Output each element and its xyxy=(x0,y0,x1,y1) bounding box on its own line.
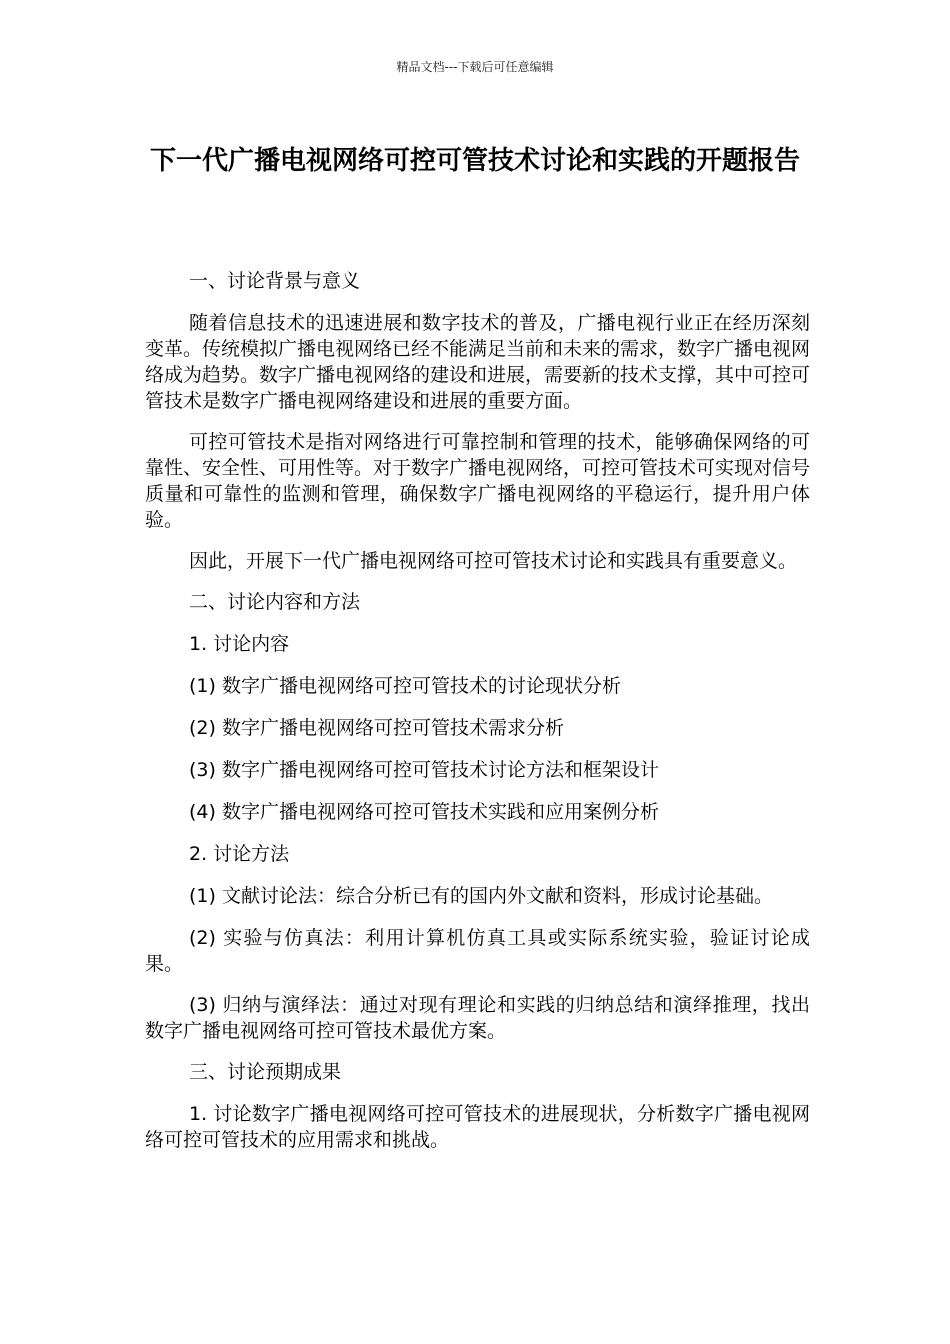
list-item-content-3: (3) 数字广播电视网络可控可管技术讨论方法和框架设计 xyxy=(189,759,659,781)
list-item-method-2: (2) 实验与仿真法：利用计算机仿真工具或实际系统实验，验证讨论成果。 xyxy=(145,927,810,975)
subheading-content: 1. 讨论内容 xyxy=(189,633,290,655)
header-note: 精品文档---下载后可任意编辑 xyxy=(396,60,554,74)
list-item-content-4: (4) 数字广播电视网络可控可管技术实践和应用案例分析 xyxy=(189,801,659,823)
document-body xyxy=(145,268,810,1168)
list-item-method-1: (1) 文献讨论法：综合分析已有的国内外文献和资料，形成讨论基础。 xyxy=(189,885,773,907)
section-heading-content-method: 二、讨论内容和方法 xyxy=(189,591,361,613)
paragraph-outcome-1: 1. 讨论数字广播电视网络可控可管技术的进展现状，分析数字广播电视网络可控可管技术的应用需求和挑战。 xyxy=(145,1103,810,1151)
paragraph-background-1: 随着信息技术的迅速进展和数字技术的普及，广播电视行业正在经历深刻变革。传统模拟广播电视网络已经不能满足当前和未来的需求，数字广播电视网络成为趋势。数字广播电视网络的建设和进展，需要新的技术支撑，其中可控可管技术是数字广播电视网络建设和进展的重要方面。 xyxy=(145,312,811,412)
paragraph-background-3: 因此，开展下一代广播电视网络可控可管技术讨论和实践具有重要意义。 xyxy=(189,550,798,572)
list-item-method-3: (3) 归纳与演绎法：通过对现有理论和实践的归纳总结和演绎推理，找出数字广播电视网络可控可管技术最优方案。 xyxy=(145,994,810,1042)
section-heading-background: 一、讨论背景与意义 xyxy=(189,270,361,292)
section-heading-outcomes: 三、讨论预期成果 xyxy=(189,1061,342,1083)
list-item-content-1: (1) 数字广播电视网络可控可管技术的讨论现状分析 xyxy=(189,675,621,697)
subheading-method: 2. 讨论方法 xyxy=(189,843,290,865)
document-title: 下一代广播电视网络可控可管技术讨论和实践的开题报告 xyxy=(149,146,800,176)
paragraph-background-2: 可控可管技术是指对网络进行可靠控制和管理的技术，能够确保网络的可靠性、安全性、可用性等。对于数字广播电视网络，可控可管技术可实现对信号质量和可靠性的监测和管理，确保数字广播电视网络的平稳运行，提升用户体验。 xyxy=(145,431,811,531)
list-item-content-2: (2) 数字广播电视网络可控可管技术需求分析 xyxy=(189,717,564,739)
